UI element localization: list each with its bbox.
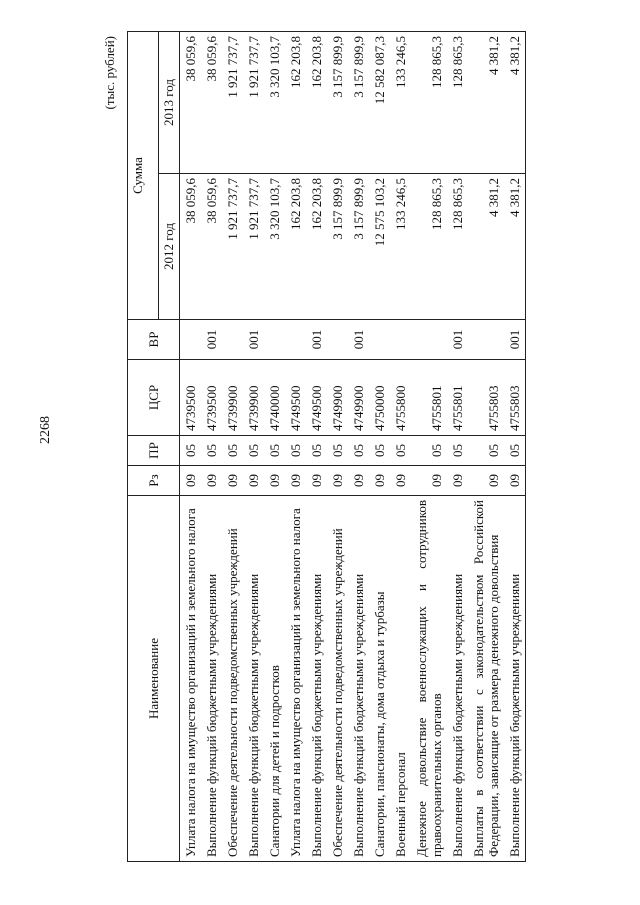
table-header <box>128 32 180 862</box>
table-row <box>504 32 526 862</box>
row-name: Выполнение функций бюджетными учреждениями <box>243 496 264 862</box>
row-sum-2012: 4 381,2 <box>468 174 504 320</box>
row-csr: 4755803 <box>504 360 526 436</box>
row-vr <box>285 320 306 360</box>
row-sum-2012: 133 246,5 <box>390 174 411 320</box>
row-csr: 4749900 <box>327 360 348 436</box>
row-sum-2013: 128 865,3 <box>411 32 447 174</box>
row-name: Обеспечение деятельности подведомственных учреждений <box>327 496 348 862</box>
row-sum-2012: 12 575 103,2 <box>369 174 390 320</box>
row-sum-2012: 1 921 737,7 <box>222 174 243 320</box>
row-csr: 4755803 <box>468 360 504 436</box>
table-row <box>390 32 411 862</box>
row-sum-2012: 3 157 899,9 <box>348 174 369 320</box>
row-rz: 09 <box>369 466 390 496</box>
table-row <box>327 32 348 862</box>
row-rz: 09 <box>222 466 243 496</box>
row-vr <box>180 320 202 360</box>
row-pr: 05 <box>222 436 243 466</box>
row-rz: 09 <box>348 466 369 496</box>
row-rz: 09 <box>327 466 348 496</box>
row-rz: 09 <box>504 466 526 496</box>
row-sum-2012: 162 203,8 <box>306 174 327 320</box>
row-name: Выполнение функций бюджетными учреждениями <box>348 496 369 862</box>
row-sum-2013: 1 921 737,7 <box>243 32 264 174</box>
row-csr: 4739900 <box>243 360 264 436</box>
row-csr: 4749500 <box>306 360 327 436</box>
row-vr: 001 <box>306 320 327 360</box>
row-rz: 09 <box>411 466 447 496</box>
header-year-2012: 2012 год <box>159 174 180 320</box>
row-name: Санатории для детей и подростков <box>264 496 285 862</box>
row-sum-2013: 38 059,6 <box>201 32 222 174</box>
row-vr <box>222 320 243 360</box>
row-sum-2013: 128 865,3 <box>447 32 468 174</box>
header-year-2013: 2013 год <box>159 32 180 174</box>
row-pr: 05 <box>285 436 306 466</box>
row-vr <box>468 320 504 360</box>
row-rz: 09 <box>180 466 202 496</box>
header-csr: ЦСР <box>128 360 180 436</box>
row-pr: 05 <box>264 436 285 466</box>
header-sum: Сумма <box>128 32 159 320</box>
row-pr: 05 <box>327 436 348 466</box>
budget-table <box>127 31 526 862</box>
units-label: (тыс. рублей) <box>102 36 117 110</box>
document-page <box>102 32 617 862</box>
header-vr: ВР <box>128 320 180 360</box>
row-rz: 09 <box>468 466 504 496</box>
row-vr: 001 <box>243 320 264 360</box>
row-rz: 09 <box>390 466 411 496</box>
row-sum-2012: 3 320 103,7 <box>264 174 285 320</box>
row-sum-2013: 3 157 899,9 <box>327 32 348 174</box>
table-row <box>285 32 306 862</box>
row-csr: 4749900 <box>348 360 369 436</box>
table-row <box>348 32 369 862</box>
row-csr: 4750000 <box>369 360 390 436</box>
header-name: Наименование <box>128 496 180 862</box>
row-name: Уплата налога на имущество организаций и земельного налога <box>285 496 306 862</box>
row-sum-2012: 128 865,3 <box>411 174 447 320</box>
row-csr: 4739500 <box>201 360 222 436</box>
row-csr: 4739500 <box>180 360 202 436</box>
row-vr: 001 <box>201 320 222 360</box>
row-sum-2012: 3 157 899,9 <box>327 174 348 320</box>
row-vr: 001 <box>504 320 526 360</box>
table-row <box>447 32 468 862</box>
row-name: Уплата налога на имущество организаций и земельного налога <box>180 496 202 862</box>
row-sum-2012: 38 059,6 <box>180 174 202 320</box>
row-pr: 05 <box>201 436 222 466</box>
row-rz: 09 <box>264 466 285 496</box>
row-vr: 001 <box>447 320 468 360</box>
row-sum-2013: 38 059,6 <box>180 32 202 174</box>
table-row <box>468 32 504 862</box>
row-csr: 4755800 <box>390 360 411 436</box>
row-vr <box>369 320 390 360</box>
table-row <box>201 32 222 862</box>
row-sum-2013: 3 157 899,9 <box>348 32 369 174</box>
row-name: Обеспечение деятельности подведомственных учреждений <box>222 496 243 862</box>
row-rz: 09 <box>306 466 327 496</box>
table-row <box>222 32 243 862</box>
row-pr: 05 <box>348 436 369 466</box>
row-pr: 05 <box>369 436 390 466</box>
row-name: Санатории, пансионаты, дома отдыха и турбазы <box>369 496 390 862</box>
row-vr <box>411 320 447 360</box>
row-name: Выплаты в соответствии с законодательством Российской Федерации, зависящие от размера денежного довольствия <box>468 496 504 862</box>
row-pr: 05 <box>411 436 447 466</box>
row-pr: 05 <box>468 436 504 466</box>
row-sum-2013: 162 203,8 <box>306 32 327 174</box>
row-pr: 05 <box>306 436 327 466</box>
row-pr: 05 <box>180 436 202 466</box>
row-csr: 4749500 <box>285 360 306 436</box>
row-sum-2012: 128 865,3 <box>447 174 468 320</box>
row-name: Денежное довольствие военнослужащих и сотрудников правоохранительных органов <box>411 496 447 862</box>
row-pr: 05 <box>504 436 526 466</box>
row-sum-2013: 3 320 103,7 <box>264 32 285 174</box>
row-sum-2013: 4 381,2 <box>504 32 526 174</box>
row-csr: 4755801 <box>411 360 447 436</box>
table-row <box>180 32 202 862</box>
row-vr <box>327 320 348 360</box>
row-sum-2012: 4 381,2 <box>504 174 526 320</box>
row-csr: 4739900 <box>222 360 243 436</box>
row-sum-2013: 162 203,8 <box>285 32 306 174</box>
table-row <box>264 32 285 862</box>
row-csr: 4755801 <box>447 360 468 436</box>
table-body <box>180 32 526 862</box>
row-sum-2012: 162 203,8 <box>285 174 306 320</box>
row-vr <box>264 320 285 360</box>
row-name: Выполнение функций бюджетными учреждениями <box>306 496 327 862</box>
row-rz: 09 <box>285 466 306 496</box>
table-row <box>369 32 390 862</box>
row-name: Выполнение функций бюджетными учреждениями <box>201 496 222 862</box>
row-name: Военный персонал <box>390 496 411 862</box>
table-row <box>306 32 327 862</box>
row-sum-2013: 133 246,5 <box>390 32 411 174</box>
row-rz: 09 <box>243 466 264 496</box>
row-pr: 05 <box>390 436 411 466</box>
row-vr <box>390 320 411 360</box>
row-sum-2012: 1 921 737,7 <box>243 174 264 320</box>
row-sum-2013: 4 381,2 <box>468 32 504 174</box>
row-sum-2013: 1 921 737,7 <box>222 32 243 174</box>
row-sum-2012: 38 059,6 <box>201 174 222 320</box>
header-rz: Рз <box>128 466 180 496</box>
row-name: Выполнение функций бюджетными учреждениями <box>447 496 468 862</box>
row-pr: 05 <box>243 436 264 466</box>
row-rz: 09 <box>447 466 468 496</box>
row-pr: 05 <box>447 436 468 466</box>
row-rz: 09 <box>201 466 222 496</box>
header-pr: ПР <box>128 436 180 466</box>
table-row <box>243 32 264 862</box>
row-csr: 4740000 <box>264 360 285 436</box>
page-number: 2268 <box>38 416 53 444</box>
row-name: Выполнение функций бюджетными учреждениями <box>504 496 526 862</box>
row-sum-2013: 12 582 087,3 <box>369 32 390 174</box>
table-row <box>411 32 447 862</box>
row-vr: 001 <box>348 320 369 360</box>
